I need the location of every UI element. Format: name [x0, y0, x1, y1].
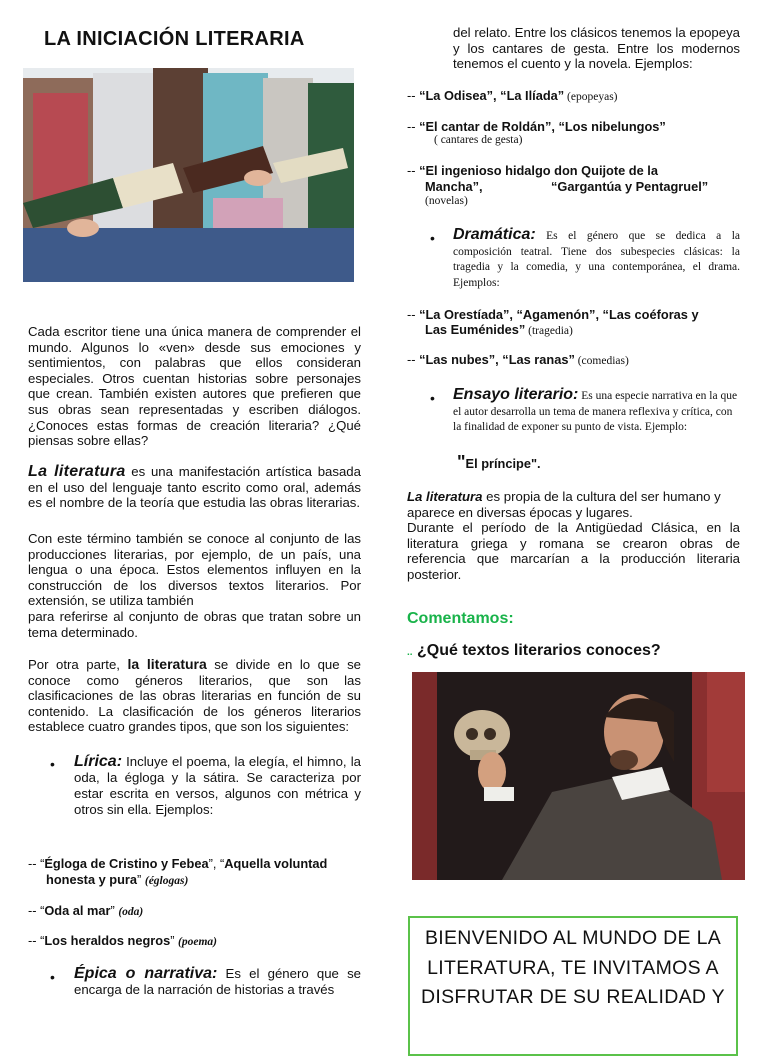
- lirica-example-1: -- “Égloga de Cristino y Febea”, “Aquella voluntad honesta y pura” (églogas): [28, 856, 328, 887]
- lirica-example-3: -- “Los heraldos negros” (poema): [28, 933, 218, 948]
- literature-term: La literatura: [407, 489, 483, 504]
- literature-term: La literatura: [28, 463, 126, 480]
- genre-ensayo: Ensayo literario: Es una especie narrativa en la que el autor desarrolla un tema de manera reflexiva y crítica, con la finalidad de exponer su punto de vista. Ejemplo:: [453, 386, 738, 434]
- genre-heading: Épica o narrativa:: [74, 965, 218, 982]
- genre-heading: Ensayo literario:: [453, 386, 579, 403]
- dramatica-example-2: -- “Las nubes”, “Las ranas” (comedias): [407, 352, 629, 367]
- lirica-example-2: -- “Oda al mar” (oda): [28, 903, 144, 918]
- comment-heading: Comentamos:: [407, 610, 514, 627]
- page-title: LA INICIACIÓN LITERARIA: [44, 28, 305, 50]
- students-reading-photo: [23, 68, 354, 282]
- literature-definition: La literatura es una manifestación artística basada en el uso del lenguaje tanto escrito como oral, además es el nombre de la teoría que estudia las obras literarias.: [28, 463, 361, 511]
- culture-paragraph: La literatura es propia de la cultura del ser humano y aparece en diversas épocas y lugares.: [407, 489, 721, 520]
- epica-example-3: -- “El ingenioso hidalgo don Quijote de la: [407, 163, 658, 178]
- bullet-icon: •: [50, 756, 55, 772]
- literature-term: la literatura: [127, 656, 207, 672]
- welcome-box: BIENVENIDO AL MUNDO DE LA LITERATURA, TE INVITAMOS A DISFRUTAR DE SU REALIDAD Y: [408, 916, 738, 1056]
- dramatica-example-1: -- “La Orestíada”, “Agamenón”, “Las coéforas y: [407, 307, 699, 322]
- genre-lirica: Lírica: Incluye el poema, la elegía, el himno, la oda, la égloga y la sátira. Se caracteriza por estar escrita en versos, algunos con métrica y otros sin ella. Ejemplos:: [74, 753, 361, 817]
- literature-definition-p2: Con este término también se conoce al conjunto de las producciones literarias, por ejemplo, de un país, una lengua o una época. Estos elementos influyen en la construcción de los diversos textos literarios. Por extensión, se utiliza también: [28, 531, 361, 609]
- genres-intro-paragraph: Por otra parte, la literatura se divide en lo que se conoce como géneros literarios, que son las clasificaciones de las obras literarias en función de su contenido. La clasificación de los géneros literarios establece cuatro grandes tipos, que son los siguientes:: [28, 656, 361, 735]
- epica-example-3-line2: Mancha”, “Gargantúa y Pentagruel”: [425, 179, 709, 194]
- question-text: .. ¿Qué textos literarios conoces?: [407, 642, 661, 659]
- genre-heading: Lírica:: [74, 753, 123, 770]
- literature-definition-p3: para referirse al conjunto de obras que tratan sobre un tema determinado.: [28, 609, 361, 640]
- genre-epica-continued: del relato. Entre los clásicos tenemos la epopeya y los cantares de gesta. Entre los modernos tenemos el cuento y la novela. Ejemplos:: [453, 25, 740, 72]
- bullet-icon: •: [50, 969, 55, 985]
- bullet-icon: •: [430, 230, 435, 246]
- shakespeare-skull-photo: [412, 672, 745, 880]
- dramatica-example-1-line2: Las Euménides” (tragedia): [425, 322, 573, 337]
- bullet-icon: •: [430, 390, 435, 406]
- genre-epica: Épica o narrativa: Es el género que se encarga de la narración de historias a través: [74, 965, 362, 997]
- epica-example-2-tag: ( cantares de gesta): [434, 134, 523, 146]
- intro-paragraph: Cada escritor tiene una única manera de comprender el mundo. Algunos lo «ven» desde sus emociones y sentimientos, con palabras que ellos consideran especiales. Otros cuentan historias sobre personajes que crean. También existen autores que prefieren que sus obras sean representadas y escriben diálogos. ¿Conoces estas formas de creación literaria? ¿Qué piensas sobre ellas?: [28, 324, 361, 449]
- epica-example-3-tag: (novelas): [425, 195, 468, 207]
- ensayo-example: "El príncipe".: [457, 452, 541, 472]
- genre-heading: Dramática:: [453, 226, 536, 243]
- genre-dramatica: Dramática: Es el género que se dedica a la composición teatral. Tiene dos subespecies clásicas: la tragedia y la comedia, y una contemporánea, el drama. Ejemplos:: [453, 226, 740, 289]
- epica-example-1: -- “La Odisea”, “La Ilíada” (epopeyas): [407, 88, 618, 103]
- epica-example-2: -- “El cantar de Roldán”, “Los nibelungos”: [407, 119, 666, 134]
- antiquity-paragraph: Durante el período de la Antigüedad Clásica, en la literatura griega y romana se crearon obras de referencia que marcarían a la producción literaria posterior.: [407, 520, 740, 582]
